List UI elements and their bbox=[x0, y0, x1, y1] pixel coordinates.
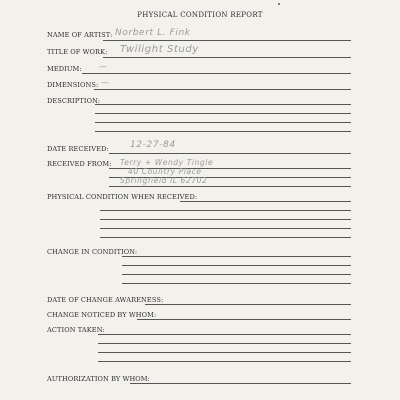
change-in-condition-line-3 bbox=[122, 274, 351, 275]
description-line-3 bbox=[95, 122, 351, 123]
date-received-value: 12-27-84 bbox=[130, 140, 176, 150]
physical-condition-line-3 bbox=[100, 219, 351, 220]
received-from-value-line-3: Springfield IL 62702 bbox=[120, 176, 208, 185]
change-in-condition-line-1 bbox=[122, 256, 351, 257]
received-from-value-line-2: 40 Country Place bbox=[128, 167, 202, 176]
change-in-condition-label: CHANGE IN CONDITION: bbox=[47, 248, 138, 256]
date-received-label: DATE RECEIVED: bbox=[47, 145, 109, 153]
artist-name-value: Norbert L. Fink bbox=[115, 28, 191, 38]
physical-condition-line-4 bbox=[100, 228, 351, 229]
date-of-change-label: DATE OF CHANGE AWARENESS: bbox=[47, 296, 164, 304]
authorization-label: AUTHORIZATION BY WHOM: bbox=[47, 375, 150, 383]
description-label: DESCRIPTION: bbox=[47, 97, 101, 105]
medium-line bbox=[82, 73, 351, 74]
date-received-line bbox=[109, 153, 351, 154]
received-from-line-3 bbox=[109, 186, 351, 187]
action-taken-line-1 bbox=[98, 334, 351, 335]
title-of-work-label: TITLE OF WORK: bbox=[47, 48, 108, 56]
medium-value: — bbox=[99, 62, 108, 71]
description-line-2 bbox=[95, 113, 351, 114]
action-taken-line-2 bbox=[98, 343, 351, 344]
received-from-label: RECEIVED FROM: bbox=[47, 160, 112, 168]
description-line-1 bbox=[95, 104, 351, 105]
action-taken-line-4 bbox=[98, 361, 351, 362]
change-in-condition-line-4 bbox=[122, 283, 351, 284]
artist-name-line bbox=[103, 40, 351, 41]
change-noticed-label: CHANGE NOTICED BY WHOM: bbox=[47, 311, 157, 319]
dimensions-label: DIMENSIONS: bbox=[47, 81, 99, 89]
authorization-line bbox=[130, 383, 351, 384]
physical-condition-label: PHYSICAL CONDITION WHEN RECEIVED: bbox=[47, 193, 198, 201]
medium-label: MEDIUM: bbox=[47, 65, 82, 73]
title-of-work-value: Twilight Study bbox=[120, 44, 199, 55]
change-in-condition-line-2 bbox=[122, 265, 351, 266]
dimensions-value: — bbox=[101, 78, 110, 87]
action-taken-line-3 bbox=[98, 352, 351, 353]
action-taken-label: ACTION TAKEN: bbox=[47, 326, 105, 334]
dimensions-line bbox=[94, 89, 351, 90]
page-title: PHYSICAL CONDITION REPORT bbox=[137, 11, 263, 19]
title-of-work-line bbox=[103, 57, 351, 58]
change-noticed-line bbox=[137, 319, 351, 320]
received-from-value-line-1: Terry + Wendy Tingle bbox=[120, 158, 214, 167]
date-of-change-line bbox=[145, 304, 351, 305]
physical-condition-line-1 bbox=[180, 201, 351, 202]
physical-condition-line-2 bbox=[100, 210, 351, 211]
artist-name-label: NAME OF ARTIST: bbox=[47, 31, 113, 39]
physical-condition-line-5 bbox=[100, 237, 351, 238]
page-speck bbox=[278, 3, 280, 5]
description-line-4 bbox=[95, 131, 351, 132]
